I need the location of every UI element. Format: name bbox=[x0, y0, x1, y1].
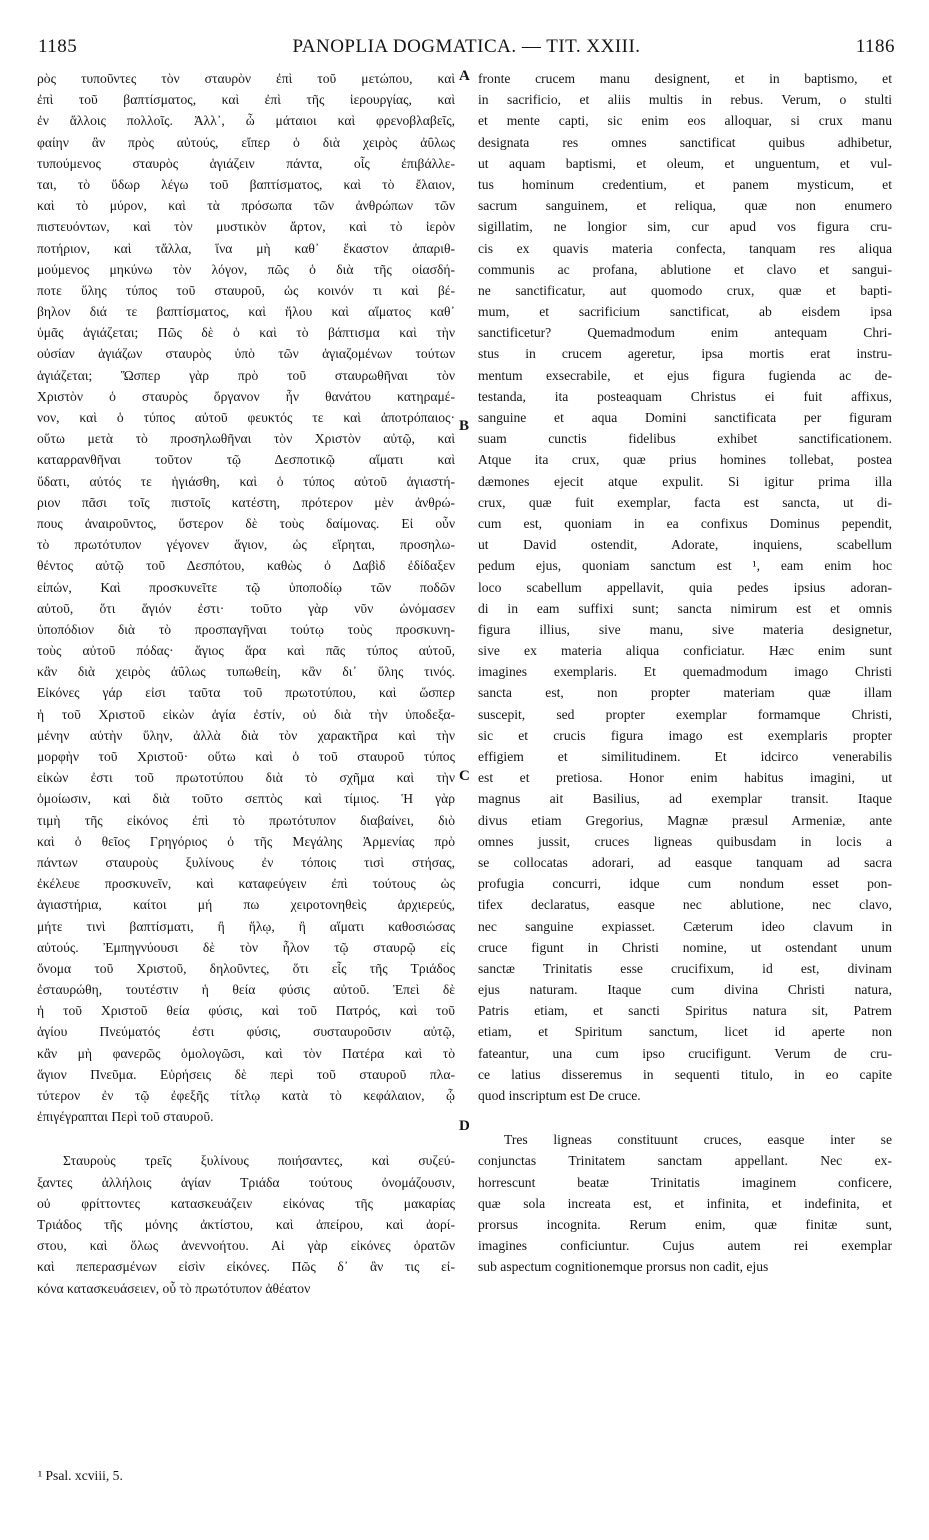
text-line: ἅγιον Πνεῦμα. Εὑρήσεις δὲ περὶ τοῦ σταυροῦ πλα- bbox=[37, 1066, 455, 1082]
text-line: μήτε τινὶ βαπτίσματι, ἢ ἥλῳ, ἢ αἵματι καθοσιώσας bbox=[37, 918, 455, 934]
footnote: ¹ Psal. xcviii, 5. bbox=[38, 1468, 123, 1483]
text-line: imagines exemplaris. Et quemadmodum imago Christi bbox=[478, 664, 892, 680]
text-line: pedum ejus, quoniam sanctum est ¹, eam enim hoc bbox=[478, 558, 892, 574]
text-line: sanctæ Trinitatis esse crucifixum, id est, divinam bbox=[478, 960, 892, 976]
text-line: πιστευόντων, καὶ τὸν μυστικὸν ἄρτον, καὶ τὸ ἱερὸν bbox=[37, 219, 455, 235]
text-line: ἐκέλευε προσκυνεῖν, καὶ καταφεύγειν ἐπὶ τούτους ὡς bbox=[37, 876, 455, 892]
text-line: κἂν μὴ φανερῶς ὁμολογῶσι, καὶ τὸν Πατέρα καὶ τὸ bbox=[37, 1045, 455, 1061]
text-line: καὶ ὁ θεῖος Γρηγόριος ὁ τῆς Μεγάλης Ἀρμενίας πρὸ bbox=[37, 833, 455, 849]
text-line: ἐσταυρώθη, τουτέστιν ἡ θεία φύσις αὐτοῦ. Ἐπεὶ δὲ bbox=[37, 982, 455, 998]
text-line: divus etiam Gregorius, Magnæ præsul Armeniæ, ante bbox=[478, 812, 892, 828]
text-line: ἐν ἄλλοις πολλοῖς. Ἀλλ᾽, ὦ μάταιοι καὶ φρενοβλαβεῖς, bbox=[37, 113, 455, 129]
text-line: ut David ostendit, Adorate, inquiens, scabellum bbox=[478, 537, 892, 553]
text-line: αὐτοῦ, ὅτι ἅγιόν ἐστι· τοῦτο γὰρ νῦν ὠνόμασεν bbox=[37, 600, 455, 616]
text-line: ποτε ὕλης τύπος τοῦ σταυροῦ, ὡς κοινόν τι καὶ βέ- bbox=[37, 282, 455, 298]
text-line: εἰκὼν ἐστι τοῦ πρωτοτύπου διὰ τὸ σχῆμα καὶ τὴν bbox=[37, 770, 455, 786]
text-line: sanguine et aqua Domini sanctificata per figuram bbox=[478, 410, 892, 425]
text-line: communis ac profana, ablutione et clavo et sangui- bbox=[478, 261, 892, 277]
text-line: sub aspectum cognitionemque prorsus non cadit, ejus bbox=[478, 1259, 769, 1275]
text-line: sancta est, non propter materiam quæ illam bbox=[478, 685, 892, 701]
text-line: τὸ πρωτότυπον γέγονεν ἅγιον, ὡς εἴρηται, προσηλω- bbox=[37, 537, 455, 553]
text-line: quod inscriptum est De cruce. bbox=[478, 1088, 641, 1103]
margin-marker-d: D bbox=[459, 1118, 470, 1134]
text-line: πους ἀναιροῦντος, ὕστερον δὲ τοὺς δαίμονας. Εἰ οὖν bbox=[37, 515, 455, 531]
text-line: οὐσίαν ἁγιάζων σταυρὸς ὑπὸ τῶν ἁγιαζομένων τούτων bbox=[37, 346, 455, 362]
text-line: νον, καὶ ὁ τύπος αὐτοῦ φευκτός τε καὶ ἀποτρόπαιος· bbox=[37, 410, 455, 425]
text-line: prorsus incognita. Rerum enim, quæ finitæ sunt, bbox=[478, 1216, 892, 1232]
text-line: στου, καὶ ὅλως ἀνεννοήτου. Αἱ γὰρ εἰκόνες ὁρατῶν bbox=[37, 1238, 455, 1254]
text-line: ejus naturam. Itaque cum divina Christi natura, bbox=[478, 982, 892, 998]
text-line: nec sanguine expiasset. Cæterum ideo clavum in bbox=[478, 918, 892, 934]
text-line: ὁμοίωσιν, καὶ διὰ τοῦτο σεπτὸς καὶ τίμιος. Ἡ γὰρ bbox=[37, 791, 455, 807]
text-line: mum, et sacrificium sanctificat, ab eisdem ipsa bbox=[478, 304, 892, 320]
text-line: πάντων σταυροὺς ξυλίνους ἐν τόποις τισὶ στήσας, bbox=[37, 854, 455, 870]
text-line: ne sanctificatur, aut quomodo crux, quæ et bapti- bbox=[478, 282, 892, 298]
text-line: Τριάδος τῆς μόνης ἀκτίστου, καὶ ἀπείρου, καὶ ἀορί- bbox=[37, 1216, 455, 1232]
text-line: θέντος αὐτῷ τοῦ Δεσπότου, καθὼς ὁ Δαβὶδ ἐδίδαξεν bbox=[37, 558, 455, 574]
text-line: μένην αὐτὴν ὕλην, ἀλλὰ διὰ τὸν χαρακτῆρα καὶ τὴν bbox=[37, 727, 455, 743]
text-line: εἰπών, Καὶ προσκυνεῖτε τῷ ὑποποδίῳ τῶν ποδῶν bbox=[37, 579, 455, 595]
text-line: effigiem et similitudinem. Et idcirco venerabilis bbox=[478, 749, 892, 764]
page-header bbox=[38, 36, 895, 64]
text-line: horrescunt beatæ Trinitatis imaginem conficere, bbox=[478, 1174, 892, 1190]
text-line: est et pretiosa. Honor enim habitus imagini, ut bbox=[478, 770, 892, 786]
paragraph-gap bbox=[37, 1127, 455, 1150]
paragraph-gap bbox=[478, 1106, 892, 1129]
text-line: mentum exsecrabile, et ejus figura fugienda ac de- bbox=[478, 367, 892, 383]
text-line: sive ex materia aliqua conficiatur. Hæc enim sunt bbox=[478, 643, 892, 659]
text-line: figura illius, sive manu, sive materia designetur, bbox=[478, 621, 892, 637]
margin-marker-a: A bbox=[459, 68, 470, 84]
text-line: ὕδατι, αὐτός τε ἡγιάσθη, καὶ ὁ τύπος αὐτοῦ ἁγιαστή- bbox=[37, 473, 455, 489]
text-line: βηλον διά τε βαπτίσματος, καὶ ἥλου καὶ αἵματος καθ᾽ bbox=[37, 304, 455, 320]
text-line: ce latius disseremus in sequenti titulo, in eo capite bbox=[478, 1066, 892, 1082]
text-line: sigillatim, ne longior sim, cur apud vos figura cru- bbox=[478, 219, 892, 235]
text-line: omnes jussit, cruces ligneas quibusdam in locis a bbox=[478, 833, 892, 849]
text-line: ποτήριον, καὶ τἄλλα, ἵνα μὴ καθ᾽ ἕκαστον ἀπαριθ- bbox=[37, 240, 455, 256]
text-line: ἁγιαστήρια, καίτοι μή πω χειροτονηθεὶς ἀρχιερεύς, bbox=[37, 897, 455, 913]
page-number-left: 1185 bbox=[38, 36, 78, 57]
text-line: τυπούμενος σταυρὸς ἁγιάζειν πάντα, οἷς ἐπιβάλλε- bbox=[37, 155, 455, 171]
text-line: testanda, ita posteaquam Christus ei fuit affixus, bbox=[478, 388, 892, 404]
text-line: αὐτούς. Ἐμπηγνύουσι δὲ τὸν ἧλον τῷ σταυρῷ εἰς bbox=[37, 939, 455, 955]
text-line: ἡ τοῦ Χριστοῦ εἰκὼν ἁγία ἐστίν, οὐ διὰ τὴν ὑποδεξα- bbox=[37, 706, 455, 722]
text-line: ὑμᾶς ἁγιάζεται; Πῶς δὲ ὁ καὶ τὸ βάπτισμα καὶ τὴν bbox=[37, 325, 455, 341]
text-line: καταρρανθῆναι τοῦτον τῷ Δεσποτικῷ αἵματι καὶ bbox=[37, 452, 455, 468]
text-line: Tres ligneas constituunt cruces, easque inter se bbox=[504, 1132, 892, 1148]
text-line: κἂν διὰ χειρὸς ἀΰλως τυπωθείη, κἂν δι᾽ ὕλης τινός. bbox=[37, 664, 455, 680]
text-line: suam cunctis fidelibus exhibet sanctificationem. bbox=[478, 431, 892, 447]
text-line: ὑποπόδιον διὰ τὸ προσπαγῆναι τούτῳ τοὺς προσκυνη- bbox=[37, 621, 455, 637]
text-line: tus hominum credentium, et panem mysticum, et bbox=[478, 176, 892, 192]
text-line: cruce figunt in Christi nomine, ut ostendant unum bbox=[478, 939, 892, 955]
text-line: οὕτω μετὰ τὸ προσηλωθῆναι τὸν Χριστὸν αὐτῷ, καὶ bbox=[37, 431, 455, 447]
text-line: etiam, et Spiritum sanctum, licet id aperte non bbox=[478, 1024, 892, 1040]
text-line: ὄνομα τοῦ Χριστοῦ, δηλοῦντες, ὅτι εἷς τῆς Τριάδος bbox=[37, 960, 455, 976]
text-line: suscepit, sed propter exemplar formamque Christi, bbox=[478, 706, 892, 722]
running-title: PANOPLIA DOGMATICA. — TIT. XXIII. bbox=[292, 36, 641, 57]
greek-column bbox=[37, 68, 455, 1299]
text-line: ριον πᾶσι τοῖς πιστοῖς κατέστη, πρότερον μὲν ἀνθρώ- bbox=[37, 494, 455, 510]
text-line: τύτερον ἐν τῷ ἐφεξῆς τίτλῳ κατὰ τὸ κεφάλαιον, ᾧ bbox=[37, 1088, 455, 1103]
text-line: cum est, quoniam in ea confixus Dominus pependit, bbox=[478, 515, 892, 531]
text-line: ἁγιάζεται; Ὥσπερ γὰρ πρὸ τοῦ σταυρωθῆναι τὸν bbox=[37, 367, 455, 383]
text-line: καὶ τὸ μύρον, καὶ τὰ πρόσωπα τῶν ἀνθρώπων τῶν bbox=[37, 198, 455, 214]
text-line: καὶ πεπερασμένων εἰσὶν εἰκόνες. Πῶς δ᾽ ἂν τις εἰ- bbox=[37, 1259, 455, 1275]
text-line: Σταυροὺς τρεῖς ξυλίνους ποιήσαντες, καὶ συζεύ- bbox=[63, 1153, 455, 1169]
text-line: fronte crucem manu designent, et in baptismo, et bbox=[478, 71, 892, 86]
text-line: profugia concurri, idque cum nondum esset pon- bbox=[478, 876, 892, 892]
text-line: Atque ita crux, quæ prius homines tollebat, postea bbox=[478, 452, 892, 468]
text-line: conjunctas Trinitatem sanctam appellant. Nec ex- bbox=[478, 1153, 892, 1169]
text-line: ἁγίου Πνεύματός ἐστι φύσις, συσταυροῦσιν αὐτῷ, bbox=[37, 1024, 455, 1040]
text-line: ται, τὸ ὕδωρ λέγω τοῦ βαπτίσματος, καὶ τὸ ἔλαιον, bbox=[37, 176, 455, 192]
text-line: designata res omnes sanctificat quibus adhibetur, bbox=[478, 134, 892, 150]
text-line: sanctificetur? Quemadmodum enim antequam Chri- bbox=[478, 325, 892, 341]
page-number-right: 1186 bbox=[855, 36, 895, 57]
text-line: μορφὴν τοῦ Χριστοῦ· οὕτω καὶ ὁ τοῦ σταυροῦ τύπος bbox=[37, 749, 455, 764]
text-line: ἡ τοῦ Χριστοῦ θεία φύσις, καὶ τοῦ Πατρός, καὶ τοῦ bbox=[37, 1003, 455, 1019]
text-line: ut aquam baptismi, et oleum, et unguentum, et vul- bbox=[478, 155, 892, 171]
text-line: οὐ φρίττοντες κατασκευάζειν εἰκόνας τῆς μακαρίας bbox=[37, 1195, 455, 1211]
text-line: loco scabellum appellavit, quia pedes ipsius adoran- bbox=[478, 579, 892, 595]
margin-marker-b: B bbox=[459, 418, 470, 434]
text-line: magnus ait Basilius, ad exemplar transit. Itaque bbox=[478, 791, 892, 807]
text-line: tifex declaratus, easque nec ablutione, nec clavo, bbox=[478, 897, 892, 913]
text-line: ρὸς τυποῦντες τὸν σταυρὸν ἐπὶ τοῦ μετώπου, καὶ bbox=[37, 71, 455, 86]
text-line: τοὺς αὐτοῦ πόδας· ἅγιος ἄρα καὶ πᾶς τύπος αὐτοῦ, bbox=[37, 643, 455, 659]
text-line: Εἰκόνες γάρ εἰσι ταῦτα τοῦ πρωτοτύπου, καὶ ὥσπερ bbox=[37, 685, 455, 701]
text-line: ἐπὶ τοῦ βαπτίσματος, καὶ ἐπὶ τῆς ἱερουργίας, καὶ bbox=[37, 92, 455, 108]
text-line: ἐπιγέγραπται Περὶ τοῦ σταυροῦ. bbox=[37, 1109, 214, 1125]
text-line: Patris etiam, et sancti Spiritus natura sit, Patrem bbox=[478, 1003, 892, 1019]
text-line: imagines conficiuntur. Cujus autem rei exemplar bbox=[478, 1238, 892, 1254]
text-line: sacrum sanguinem, et reliqua, quæ non enumero bbox=[478, 198, 892, 214]
text-line: fateantur, una cum ipso crucifigunt. Verum de cru- bbox=[478, 1045, 892, 1061]
text-line: κόνα κατασκευάσειεν, οὗ τὸ πρωτότυπον ἀθέατον bbox=[37, 1280, 311, 1296]
text-line: τιμὴ τῆς εἰκόνος ἐπὶ τὸ πρωτότυπον διαβαίνει, διὸ bbox=[37, 812, 455, 828]
text-line: Χριστὸν ὁ σταυρὸς ὄργανον ἦν θανάτου κατηραμέ- bbox=[37, 388, 455, 404]
text-line: et mente capti, sic enim eos alloquar, si crux manu bbox=[478, 113, 892, 129]
text-line: in sacrificio, et aliis multis in rebus. Verum, o stulti bbox=[478, 92, 892, 108]
text-line: crux, quæ fuit exemplar, facta est sancta, ut di- bbox=[478, 494, 892, 510]
text-line: φαίην ἂν πρὸς αὐτούς, εἴπερ ὁ διὰ χειρὸς ἀΰλως bbox=[37, 134, 455, 150]
text-line: sic et crucis figura imago est exemplaris propter bbox=[478, 727, 892, 743]
latin-column bbox=[478, 68, 892, 1278]
text-line: cis ex quavis materia confecta, tanquam res aliqua bbox=[478, 240, 892, 256]
text-line: ξαντες ἀλλήλοις ἁγίαν Τριάδα τούτους ὀνομάζουσιν, bbox=[37, 1174, 455, 1190]
margin-marker-c: C bbox=[459, 768, 470, 784]
text-line: stus in crucem ageretur, ipsa mortis erat instru- bbox=[478, 346, 892, 362]
text-line: quæ sola increata est, et infinita, et indefinita, et bbox=[478, 1195, 892, 1211]
text-line: se collocatas adorari, ad easque tanquam ad sacra bbox=[478, 854, 892, 870]
text-line: dæmones ejecit atque expulit. Si igitur prima illa bbox=[478, 473, 892, 489]
text-line: di in eam suffixi sunt; sancta nimirum est et omnis bbox=[478, 600, 892, 616]
text-line: μούμενος μηκύνω τὸν λόγον, πῶς ὁ διὰ τῆς οἱασδή- bbox=[37, 261, 455, 277]
